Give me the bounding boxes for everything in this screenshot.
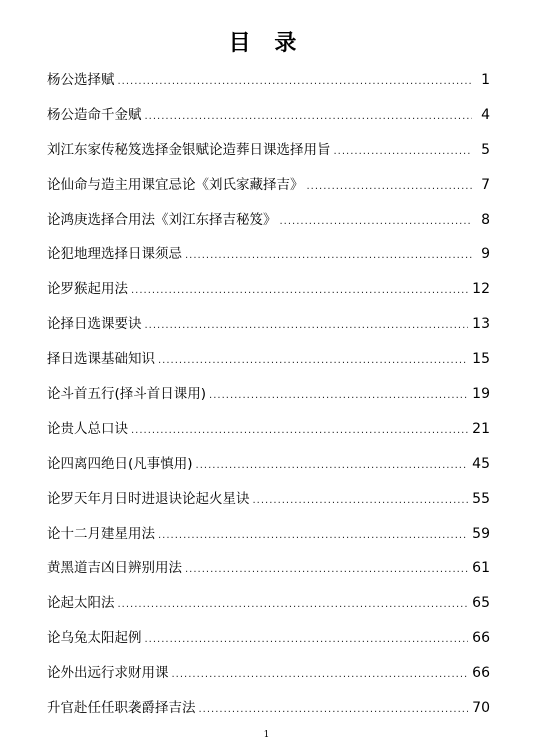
table-of-contents (47, 66, 490, 729)
toc-entry-label: 论罗猴起用法 (47, 281, 128, 298)
toc-entry-label: 论鸿庚选择合用法《刘江东择吉秘笈》 (47, 211, 277, 228)
toc-entry-label: 论十二月建星用法 (47, 525, 155, 542)
toc-entry[interactable] (47, 659, 490, 694)
toc-entry[interactable] (47, 345, 490, 380)
toc-entry[interactable] (47, 415, 490, 450)
toc-entry[interactable] (47, 450, 490, 485)
toc-entry[interactable] (47, 485, 490, 520)
toc-entry-label: 论贵人总口诀 (47, 420, 128, 437)
toc-entry-page: 66 (472, 630, 490, 647)
toc-entry[interactable] (47, 694, 490, 729)
toc-entry-page: 12 (472, 281, 490, 298)
toc-leader-dots (145, 626, 469, 654)
toc-entry[interactable] (47, 66, 490, 101)
footer-page-number: 1 (263, 730, 270, 740)
toc-entry[interactable] (47, 275, 490, 310)
toc-entry[interactable] (47, 380, 490, 415)
toc-entry-label: 论罗天年月日时进退诀论起火星诀 (47, 490, 250, 507)
toc-entry-page: 70 (472, 700, 490, 717)
toc-leader-dots (118, 591, 469, 619)
toc-entry-page: 13 (472, 316, 490, 333)
toc-entry-label: 刘江东家传秘笈选择金银赋论造葬日课选择用旨 (47, 141, 331, 158)
toc-leader-dots (145, 312, 469, 340)
toc-leader-dots (334, 138, 473, 166)
toc-entry-page: 55 (472, 490, 490, 507)
toc-leader-dots (209, 382, 468, 410)
toc-entry-label: 择日选课基础知识 (47, 351, 155, 368)
toc-entry-label: 论斗首五行(择斗首日课用) (47, 386, 207, 403)
toc-leader-dots (158, 522, 468, 550)
toc-entry-label: 杨公造命千金赋 (47, 106, 142, 123)
toc-entry-page: 1 (481, 72, 490, 88)
toc-entry[interactable] (47, 240, 490, 275)
toc-leader-dots (118, 68, 473, 96)
toc-entry-label: 论四离四绝日(凡事慎用) (47, 455, 193, 472)
toc-entry-label: 论择日选课要诀 (47, 316, 142, 333)
toc-entry-page: 21 (472, 420, 490, 437)
toc-entry-page: 66 (472, 665, 490, 682)
toc-entry[interactable] (47, 554, 490, 589)
toc-entry[interactable] (47, 101, 490, 136)
toc-entry-label: 论外出远行求财用课 (47, 665, 169, 682)
toc-leader-dots (253, 487, 469, 515)
toc-entry-page: 5 (481, 141, 490, 158)
toc-entry-page: 65 (472, 595, 490, 612)
toc-entry-label: 论犯地理选择日课须忌 (47, 246, 182, 263)
toc-entry-page: 7 (481, 176, 490, 193)
toc-entry-page: 9 (481, 246, 490, 263)
toc-entry-label: 黄黑道吉凶日辨别用法 (47, 560, 182, 577)
toc-entry-label: 论乌兔太阳起例 (47, 630, 142, 647)
toc-leader-dots (196, 452, 469, 480)
toc-leader-dots (280, 208, 473, 236)
toc-entry-label: 论起太阳法 (47, 595, 115, 612)
toc-entry[interactable] (47, 136, 490, 171)
toc-entry[interactable] (47, 206, 490, 241)
toc-leader-dots (199, 696, 469, 724)
toc-entry[interactable] (47, 310, 490, 345)
toc-leader-dots (307, 173, 473, 201)
toc-entry-label: 杨公选择赋 (47, 72, 115, 88)
toc-entry-page: 61 (472, 560, 490, 577)
toc-entry[interactable] (47, 171, 490, 206)
toc-leader-dots (185, 242, 472, 270)
toc-leader-dots (172, 661, 469, 689)
toc-entry-label: 升官赴任任职袭爵择吉法 (47, 700, 196, 717)
toc-entry-page: 59 (472, 525, 490, 542)
toc-entry-page: 4 (481, 106, 490, 123)
toc-entry-label: 论仙命与造主用课宜忌论《刘氏家藏择吉》 (47, 176, 304, 193)
toc-entry[interactable] (47, 520, 490, 555)
toc-entry[interactable] (47, 589, 490, 624)
toc-entry[interactable] (47, 624, 490, 659)
toc-entry-page: 8 (481, 211, 490, 228)
toc-leader-dots (145, 103, 473, 131)
page-title: 目 录 (228, 31, 305, 56)
toc-entry-page: 15 (472, 351, 490, 368)
toc-leader-dots (131, 277, 468, 305)
toc-leader-dots (185, 556, 468, 584)
toc-leader-dots (158, 347, 468, 375)
toc-entry-page: 19 (472, 386, 490, 403)
toc-entry-page: 45 (472, 455, 490, 472)
toc-leader-dots (131, 417, 468, 445)
